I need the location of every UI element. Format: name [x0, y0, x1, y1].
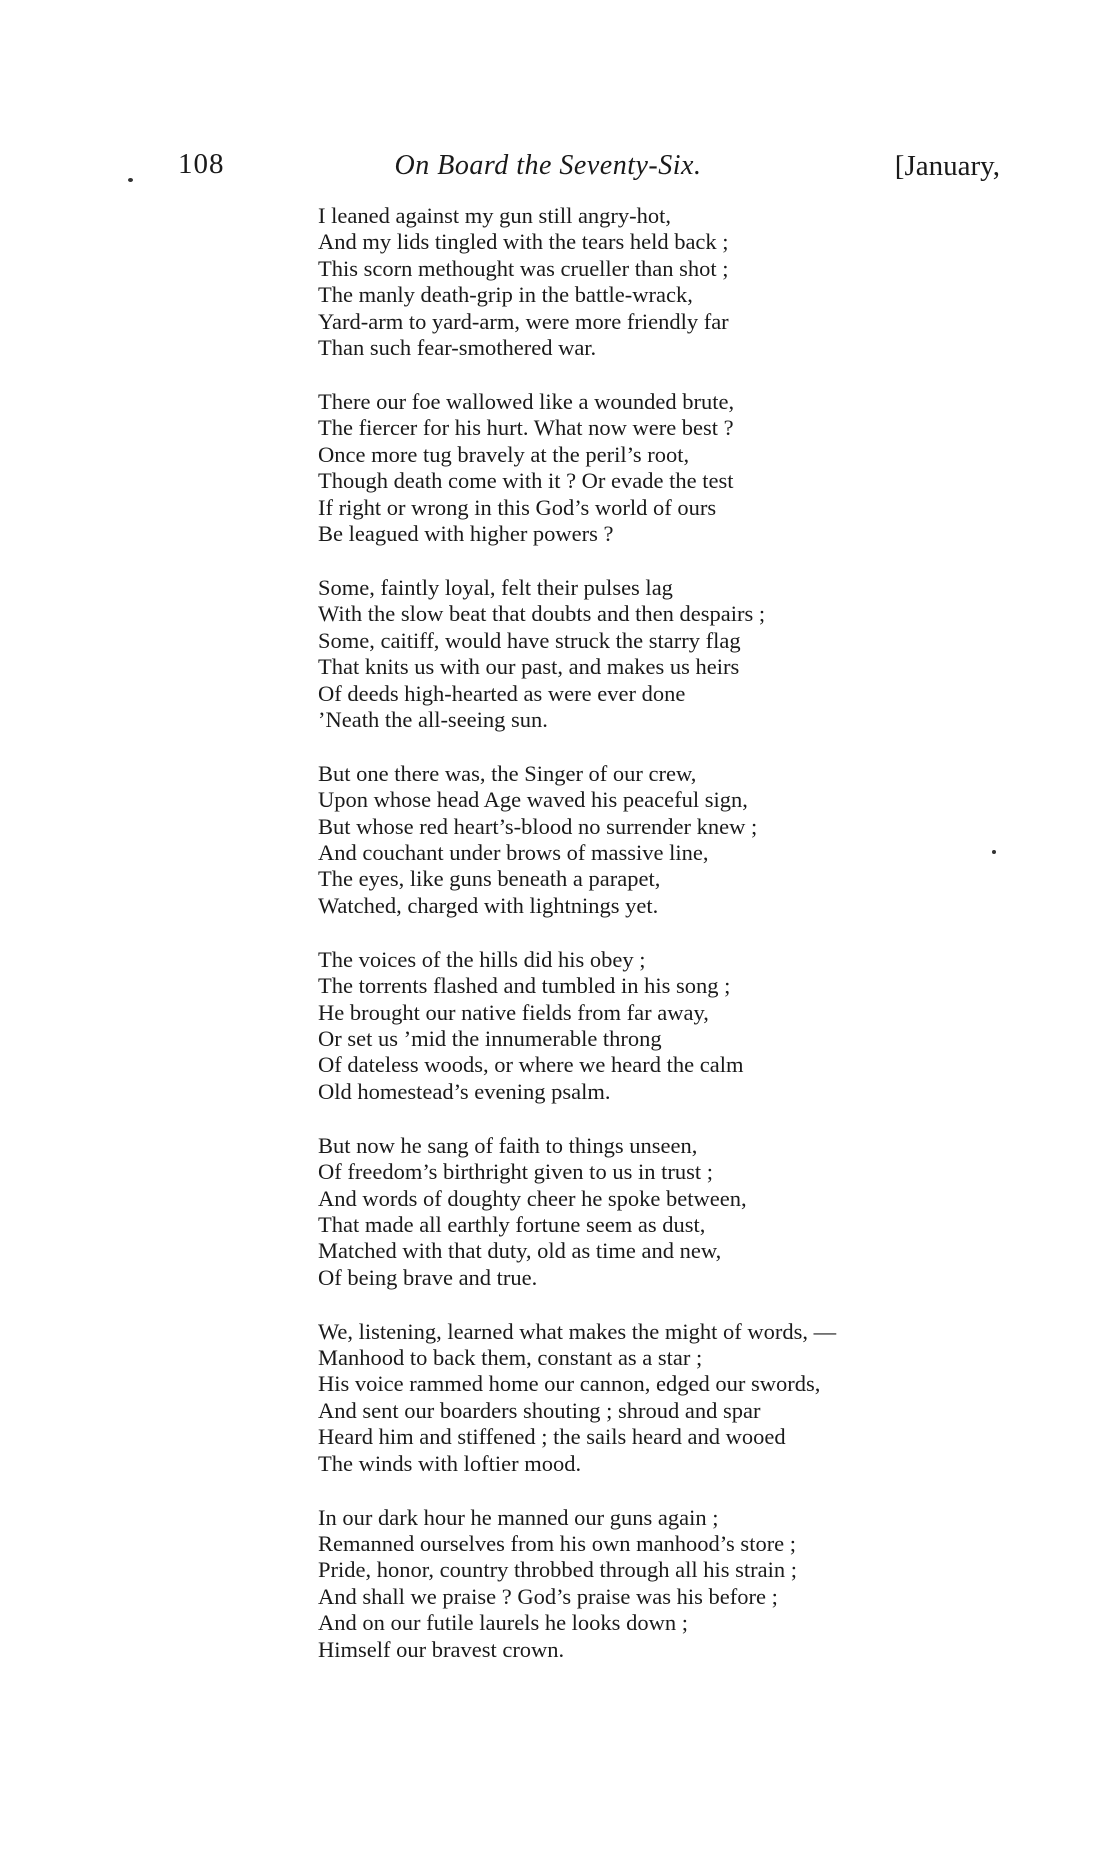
poem-line: Of being brave and true. [318, 1264, 538, 1290]
poem-line: But whose red heart’s-blood no surrender knew ; [318, 813, 758, 839]
poem-line: And sent our boarders shouting ; shroud and spar [318, 1397, 761, 1423]
poem-line: With the slow beat that doubts and then despairs ; [318, 601, 766, 627]
poem-line: Pride, honor, country throbbed through all his strain ; [318, 1557, 798, 1583]
poem-line: Than such fear-smothered war. [318, 335, 597, 361]
poem-line: The eyes, like guns beneath a parapet, [318, 866, 661, 892]
poem-line: In our dark hour he manned our guns again ; [318, 1504, 719, 1530]
poem-line: The manly death-grip in the battle-wrack, [318, 282, 693, 308]
poem-line: Watched, charged with lightnings yet. [318, 892, 659, 918]
poem-line: Be leagued with higher powers ? [318, 520, 614, 546]
print-speck [128, 178, 133, 182]
poem-line: Though death come with it ? Or evade the test [318, 468, 734, 494]
stanza [318, 575, 1038, 733]
poem-line: But now he sang of faith to things unseen, [318, 1132, 698, 1158]
poem-line: Some, caitiff, would have struck the starry flag [318, 627, 741, 653]
poem-line: Remanned ourselves from his own manhood’s store ; [318, 1530, 797, 1556]
poem-line: The torrents flashed and tumbled in his song ; [318, 973, 731, 999]
poem-line: Of dateless woods, or where we heard the calm [318, 1052, 744, 1078]
stanza [318, 1133, 1038, 1291]
poem-line: There our foe wallowed like a wounded brute, [318, 388, 735, 414]
poem-line: Of freedom’s birthright given to us in trust ; [318, 1159, 713, 1185]
poem-line: That knits us with our past, and makes us heirs [318, 654, 740, 680]
poem-line: And words of doughty cheer he spoke between, [318, 1185, 747, 1211]
stanza [318, 389, 1038, 547]
poem-line: The fiercer for his hurt. What now were best ? [318, 415, 734, 441]
poem-line: And couchant under brows of massive line, [318, 840, 709, 866]
poem-line: Some, faintly loyal, felt their pulses lag [318, 574, 673, 600]
stanza [318, 761, 1038, 919]
poem-line: Heard him and stiffened ; the sails heard and wooed [318, 1424, 786, 1450]
poem-line: We, listening, learned what makes the might of words, — [318, 1318, 837, 1344]
stanza [318, 1319, 1038, 1477]
poem-line: Of deeds high-hearted as were ever done [318, 680, 686, 706]
poem-line: Old homestead’s evening psalm. [318, 1078, 611, 1104]
stanza [318, 1505, 1038, 1663]
poem-line: The voices of the hills did his obey ; [318, 946, 646, 972]
stanza [318, 947, 1038, 1105]
print-speck [992, 850, 996, 854]
poem-line: Himself our bravest crown. [318, 1636, 565, 1662]
poem-line: And on our futile laurels he looks down ; [318, 1610, 688, 1636]
running-header [0, 148, 1096, 192]
poem-line: If right or wrong in this God’s world of ours [318, 494, 717, 520]
poem-line: That made all earthly fortune seem as dust, [318, 1211, 706, 1237]
poem-line: Matched with that duty, old as time and new, [318, 1238, 722, 1264]
poem-line: The winds with loftier mood. [318, 1450, 582, 1476]
running-date: [January, [894, 150, 1000, 182]
poem-line: I leaned against my gun still angry-hot, [318, 203, 672, 228]
poem-line: And my lids tingled with the tears held back ; [318, 229, 729, 255]
page-number: 108 [178, 148, 225, 180]
poem-line: Yard-arm to yard-arm, were more friendly far [318, 308, 729, 334]
poem-body [318, 203, 1038, 1691]
poem-line: Or set us ’mid the innumerable throng [318, 1025, 662, 1051]
poem-line: His voice rammed home our cannon, edged our swords, [318, 1371, 821, 1397]
running-title: On Board the Seventy-Six. [394, 150, 702, 181]
poem-line: And shall we praise ? God’s praise was his before ; [318, 1583, 778, 1609]
poem-line: Upon whose head Age waved his peaceful sign, [318, 787, 748, 813]
poem-line: Once more tug bravely at the peril’s root, [318, 441, 690, 467]
poem-line: This scorn methought was crueller than shot ; [318, 255, 729, 281]
poem-line: He brought our native fields from far away, [318, 999, 709, 1025]
poem-line: But one there was, the Singer of our crew, [318, 760, 697, 786]
poem-line: ’Neath the all-seeing sun. [318, 706, 548, 732]
poem-line: Manhood to back them, constant as a star ; [318, 1345, 703, 1371]
stanza [318, 203, 1038, 361]
